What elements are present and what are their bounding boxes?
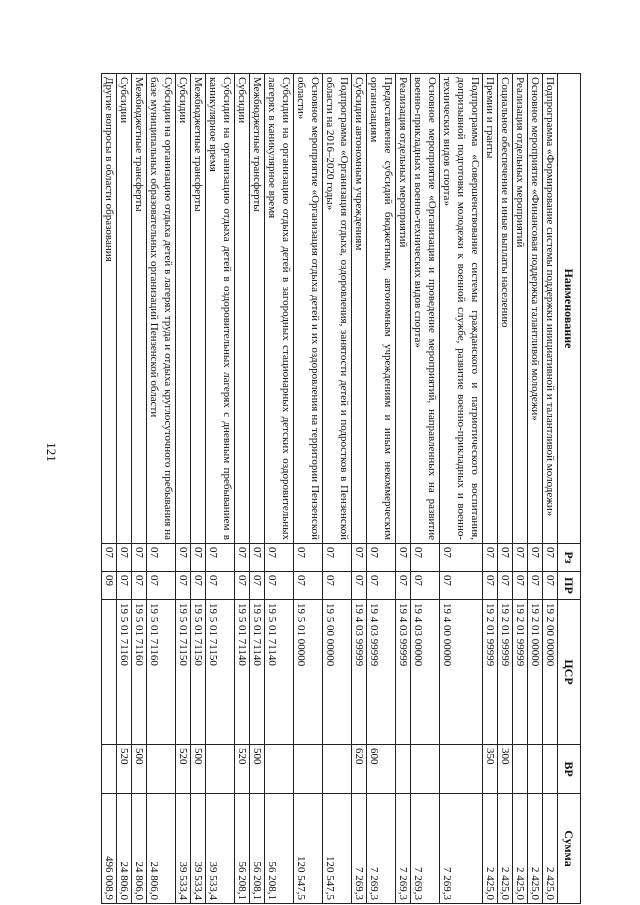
cell-pr: 07 — [132, 572, 147, 600]
cell-csr: 19 2 01 99999 — [513, 600, 528, 745]
cell-pr: 07 — [498, 572, 513, 600]
table-row — [498, 74, 513, 904]
cell-rz: 07 — [411, 544, 440, 572]
table-row — [235, 74, 250, 904]
cell-name: Субсидии на организацию отдыха детей в загородных стационарных детских оздоровительных лагерях в каникулярное время — [265, 74, 294, 544]
cell-sum: 120 547,5 — [323, 794, 352, 904]
table-row — [352, 74, 367, 904]
cell-pr: 07 — [206, 572, 235, 600]
cell-name: Межбюджетные трансферты — [191, 74, 206, 544]
cell-csr: 19 2 01 00000 — [528, 600, 543, 745]
cell-vr: 300 — [498, 745, 513, 794]
table-row — [411, 74, 440, 904]
cell-name: Основное мероприятие «Организация отдыха детей и их оздоровления на территории Пензенской области» — [294, 74, 323, 544]
cell-vr: 500 — [191, 745, 206, 794]
header-rz: Рз — [558, 544, 581, 572]
cell-sum: 39 533,4 — [191, 794, 206, 904]
cell-rz: 07 — [352, 544, 367, 572]
cell-csr: 19 2 00 00000 — [543, 600, 558, 745]
cell-name: Основное мероприятие «Организация и проведение мероприятий, направленных на развитие военно-прикладных и военно-технических видов спорта» — [411, 74, 440, 544]
table-row — [176, 74, 191, 904]
cell-sum: 7 269,3 — [352, 794, 367, 904]
cell-rz: 07 — [528, 544, 543, 572]
table-row — [132, 74, 147, 904]
cell-rz: 07 — [132, 544, 147, 572]
budget-table-rotated — [31, 73, 581, 903]
table-row — [396, 74, 411, 904]
cell-rz: 07 — [191, 544, 206, 572]
cell-name: Реализация отдельных мероприятий — [513, 74, 528, 544]
header-csr: ЦСР — [558, 600, 581, 745]
cell-vr — [528, 745, 543, 794]
cell-csr: 19 2 01 99999 — [483, 600, 498, 745]
header-vr: ВР — [558, 745, 581, 794]
table-row — [483, 74, 498, 904]
cell-pr: 07 — [367, 572, 396, 600]
cell-vr — [411, 745, 440, 794]
cell-sum: 56 208,1 — [265, 794, 294, 904]
cell-name: Основное мероприятие «Финансовая поддержка талантливой молодежи» — [528, 74, 543, 544]
table-row — [294, 74, 323, 904]
cell-name: Межбюджетные трансферты — [132, 74, 147, 544]
header-sum: Сумма — [558, 794, 581, 904]
budget-table — [101, 73, 581, 904]
cell-rz: 07 — [323, 544, 352, 572]
cell-sum: 120 547,5 — [294, 794, 323, 904]
cell-vr: 520 — [117, 745, 132, 794]
cell-pr: 07 — [411, 572, 440, 600]
table-row — [528, 74, 543, 904]
cell-sum: 7 269,3 — [440, 794, 483, 904]
table-row — [440, 74, 483, 904]
cell-sum: 24 806,0 — [132, 794, 147, 904]
cell-sum: 496 008,9 — [102, 794, 117, 904]
cell-pr: 07 — [176, 572, 191, 600]
cell-vr — [543, 745, 558, 794]
cell-sum: 24 806,0 — [117, 794, 132, 904]
cell-name: Подпрограмма «Формирование системы поддержки инициативной и талантливой молодежи» — [543, 74, 558, 544]
cell-rz: 07 — [396, 544, 411, 572]
cell-vr: 500 — [132, 745, 147, 794]
cell-csr: 19 5 01 71160 — [147, 600, 176, 745]
cell-vr — [396, 745, 411, 794]
cell-vr — [102, 745, 117, 794]
cell-rz: 07 — [117, 544, 132, 572]
cell-pr: 07 — [396, 572, 411, 600]
cell-name: Субсидии на организацию отдыха детей в оздоровительных лагерях с дневным пребыванием в каникулярное время — [206, 74, 235, 544]
cell-csr: 19 4 03 00000 — [411, 600, 440, 745]
table-body — [102, 74, 558, 904]
cell-rz: 07 — [206, 544, 235, 572]
cell-vr — [294, 745, 323, 794]
header-name: Наименование — [558, 74, 581, 544]
table-row — [206, 74, 235, 904]
cell-csr: 19 4 00 00000 — [440, 600, 483, 745]
cell-rz: 07 — [543, 544, 558, 572]
cell-pr: 07 — [513, 572, 528, 600]
cell-vr: 520 — [235, 745, 250, 794]
cell-sum: 56 208,1 — [250, 794, 265, 904]
cell-sum: 2 425,0 — [483, 794, 498, 904]
cell-name: Субсидии — [235, 74, 250, 544]
cell-sum: 39 533,4 — [206, 794, 235, 904]
cell-csr: 19 5 00 00000 — [323, 600, 352, 745]
cell-rz: 07 — [265, 544, 294, 572]
cell-pr: 07 — [235, 572, 250, 600]
cell-csr: 19 5 01 71160 — [117, 600, 132, 745]
cell-rz: 07 — [147, 544, 176, 572]
cell-pr: 07 — [265, 572, 294, 600]
cell-name: Субсидии — [176, 74, 191, 544]
cell-pr: 07 — [440, 572, 483, 600]
cell-rz: 07 — [176, 544, 191, 572]
page-number: 121 — [44, 442, 59, 462]
cell-rz: 07 — [250, 544, 265, 572]
cell-pr: 07 — [294, 572, 323, 600]
cell-pr: 07 — [483, 572, 498, 600]
cell-csr: 19 5 01 71140 — [235, 600, 250, 745]
cell-pr: 07 — [528, 572, 543, 600]
cell-sum: 2 425,0 — [498, 794, 513, 904]
cell-vr — [513, 745, 528, 794]
cell-csr: 19 5 01 71140 — [265, 600, 294, 745]
cell-vr: 620 — [352, 745, 367, 794]
cell-sum: 2 425,0 — [543, 794, 558, 904]
cell-csr: 19 5 01 71140 — [250, 600, 265, 745]
table-row — [147, 74, 176, 904]
cell-pr: 09 — [102, 572, 117, 600]
cell-vr — [147, 745, 176, 794]
cell-csr: 19 4 03 99999 — [367, 600, 396, 745]
cell-sum: 7 269,3 — [396, 794, 411, 904]
cell-pr: 07 — [250, 572, 265, 600]
cell-sum: 39 533,4 — [176, 794, 191, 904]
table-row — [323, 74, 352, 904]
cell-name: Субсидии на организацию отдыха детей в лагерях труда и отдыха круглосуточного пребывания на базе муниципальных образовательных организаций Пензенской области — [147, 74, 176, 544]
cell-rz: 07 — [498, 544, 513, 572]
cell-name: Предоставление субсидий бюджетным, автономным учреждениям и иным некоммерческим организациям — [367, 74, 396, 544]
cell-name: Подпрограмма «Совершенствование системы гражданского и патриотического воспитания, допризывной подготовки молодежи к военной службе, развитие военно-прикладных и военно-технических видов спорта» — [440, 74, 483, 544]
header-pr: ПР — [558, 572, 581, 600]
cell-vr: 600 — [367, 745, 396, 794]
cell-vr — [206, 745, 235, 794]
cell-csr: 19 4 03 99999 — [396, 600, 411, 745]
cell-rz: 07 — [513, 544, 528, 572]
cell-vr — [323, 745, 352, 794]
cell-name: Субсидии автономным учреждениям — [352, 74, 367, 544]
cell-csr: 19 5 01 00000 — [294, 600, 323, 745]
table-header-row — [558, 74, 581, 904]
cell-name: Реализация отдельных мероприятий — [396, 74, 411, 544]
cell-name: Социальное обеспечение и иные выплаты населению — [498, 74, 513, 544]
cell-csr — [102, 600, 117, 745]
table-row — [102, 74, 117, 904]
cell-pr: 07 — [543, 572, 558, 600]
cell-csr: 19 5 01 71150 — [176, 600, 191, 745]
cell-vr: 520 — [176, 745, 191, 794]
cell-sum: 7 269,3 — [367, 794, 396, 904]
table-row — [543, 74, 558, 904]
cell-vr: 500 — [250, 745, 265, 794]
cell-sum: 56 208,1 — [235, 794, 250, 904]
cell-csr: 19 5 01 71150 — [206, 600, 235, 745]
cell-csr: 19 5 01 71150 — [191, 600, 206, 745]
table-row — [191, 74, 206, 904]
cell-rz: 07 — [294, 544, 323, 572]
cell-name: Субсидии — [117, 74, 132, 544]
cell-rz: 07 — [102, 544, 117, 572]
cell-csr: 19 2 01 99999 — [498, 600, 513, 745]
cell-pr: 07 — [191, 572, 206, 600]
cell-vr — [440, 745, 483, 794]
cell-rz: 07 — [235, 544, 250, 572]
cell-rz: 07 — [440, 544, 483, 572]
cell-pr: 07 — [352, 572, 367, 600]
cell-pr: 07 — [147, 572, 176, 600]
cell-sum: 2 425,0 — [513, 794, 528, 904]
cell-csr: 19 5 01 71160 — [132, 600, 147, 745]
table-row — [117, 74, 132, 904]
cell-pr: 07 — [117, 572, 132, 600]
cell-csr: 19 4 03 99999 — [352, 600, 367, 745]
cell-name: Подпрограмма «Организация отдыха, оздоровления, занятости детей и подростков в Пензенской области на 2016–2020 годы» — [323, 74, 352, 544]
cell-sum: 7 269,3 — [411, 794, 440, 904]
table-row — [513, 74, 528, 904]
table-row — [367, 74, 396, 904]
cell-vr — [265, 745, 294, 794]
cell-sum: 24 806,0 — [147, 794, 176, 904]
cell-name: Межбюджетные трансферты — [250, 74, 265, 544]
cell-rz: 07 — [483, 544, 498, 572]
cell-pr: 07 — [323, 572, 352, 600]
cell-rz: 07 — [367, 544, 396, 572]
cell-name: Другие вопросы в области образования — [102, 74, 117, 544]
cell-name: Премии и гранты — [483, 74, 498, 544]
table-row — [250, 74, 265, 904]
table-row — [265, 74, 294, 904]
cell-sum: 2 425,0 — [528, 794, 543, 904]
cell-vr: 350 — [483, 745, 498, 794]
